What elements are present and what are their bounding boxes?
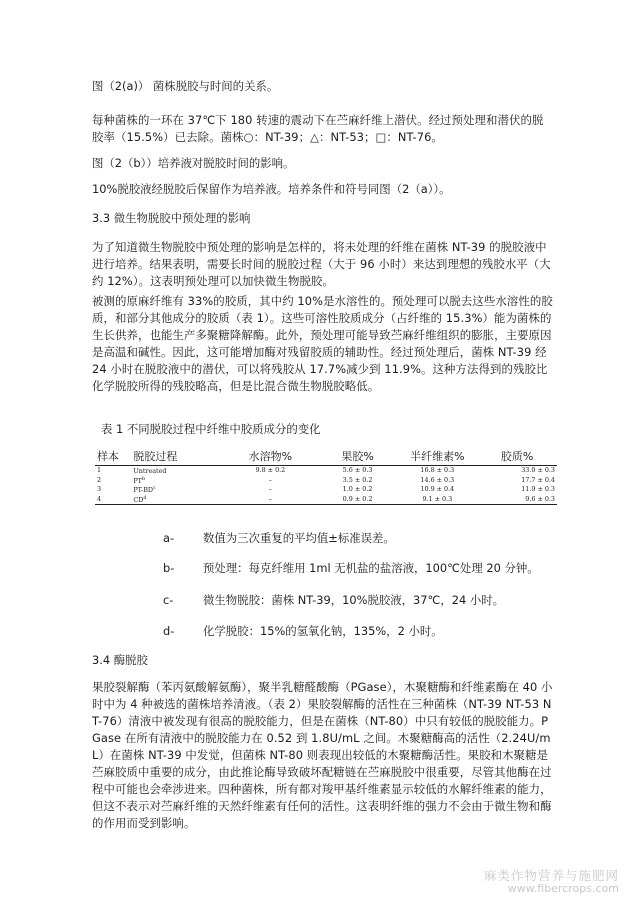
- section-3-4-paragraph: 果胶裂解酶（苯丙氨酸解氨酶），聚半乳糖醛酸酶（PGase），木聚糖酶和纤维素酶在 40 小时中为 4 种被选的菌株培养清液。（表 2）果胶裂解酶的活性在三种菌株（NT-39 NT-53 NT-76）清液中被发现有很高的脱胶能力，但是在菌株（NT-80）中只有较低的脱胶能力。PGase 在所有清液中的脱胶能力在 0.52 到 1.8U/mL 之间。木聚糖酶高的活性（2.24U/mL）在菌株 NT-39 中发觉，但菌株 NT-80 则表现出较低的木聚糖酶活性。果胶和木聚糖是苎麻胶质中重要的成分，由此推论酶导致破坏配糖链在苎麻脱胶中很重要，尽管其他酶在过程中可能也会牵涉进来。四种菌株，所有都对羧甲基纤维素显示较低的水解纤维素的能力，但这不表示对苎麻纤维的天然纤维素有任何的活性。这表明纤维的强力不会由于微生物和酶的作用而受到影响。: [92, 680, 553, 830]
- figure-2a-description: 每种菌株的一环在 37℃下 180 转速的震动下在苎麻纤维上潜伏。经过预处理和潜伏的脱胶率（15.5%）已去除。菌株○：NT-39；△：NT-53；□：NT-76。: [92, 113, 544, 144]
- figure-2a-caption: 图（2(a)） 菌株脱胶与时间的关系。: [92, 79, 279, 93]
- cell-sample-no: 1: [97, 466, 102, 475]
- cell-hemicellulose: 16.8 ± 0.3: [420, 466, 455, 475]
- cell-gum: 17.7 ± 0.4: [521, 475, 555, 484]
- watermark-url: www.fibercrops.com: [507, 882, 619, 895]
- header-water-soluble: 水溶物%: [223, 447, 318, 466]
- cell-process: $PT^b$: [133, 475, 146, 485]
- section-3-4-heading: 3.4 酶脱胶: [92, 653, 148, 667]
- cell-sample-no: 4: [95, 495, 131, 505]
- table-note-a: a- 数值为三次重复的平均值±标准误差。: [163, 531, 395, 545]
- cell-pectin: 1.0 ± 0.2: [342, 485, 373, 494]
- cell-water-soluble: –: [223, 495, 318, 505]
- cell-sample-no: 3: [97, 485, 102, 494]
- section-3-3-paragraph-2: 被测的原麻纤维有 33%的胶质，其中约 10%是水溶性的。预处理可以脱去这些水溶性的胶质，和部分其他成分的胶质（表 1）。这些可溶性胶质成分（占纤维的 15.3%）能为菌株的生长供养，也能生产多聚糖降解酶。此外，预处理可能导致苎麻纤维组织的膨胀，主要原因是高温和碱性。因此，这可能增加酶对残留胶质的辅助性。经过预处理后，菌株 NT-39 经 24 小时在脱胶液中的潜伏，可以将残胶从 17.7%减少到 11.9%。这种方法得到的残胶比化学脱胶所得的残胶略高，但是比混合微生物脱胶略低。: [92, 294, 553, 393]
- cell-water-soluble: –: [268, 485, 272, 494]
- table-row: [95, 495, 557, 505]
- header-pectin: 果胶%: [318, 447, 398, 466]
- site-watermark: [484, 869, 619, 895]
- cell-pectin: 5.6 ± 0.3: [342, 466, 373, 475]
- header-gum: 胶质%: [477, 447, 557, 466]
- cell-gum: 9.6 ± 0.3: [477, 495, 557, 505]
- section-3-3-heading: 3.3 微生物脱胶中预处理的影响: [92, 211, 251, 225]
- cell-process: Untreated: [133, 467, 167, 476]
- section-3-3-paragraph-1: 为了知道微生物脱胶中预处理的影响是怎样的，将未处理的纤维在菌株 NT-39 的脱胶液中进行培养。结果表明，需要长时间的脱胶过程（大于 96 小时）来达到理想的残胶水平（大约 12%）。这表明预处理可以加快微生物脱胶。: [92, 240, 551, 288]
- table-note-b: b- 预处理：每克纤维用 1ml 无机盐的盐溶液，100℃处理 20 分钟。: [163, 561, 539, 575]
- watermark-site-name: 麻类作物营养与施肥网: [483, 868, 619, 883]
- table-row: [95, 476, 557, 486]
- cell-hemicellulose: 9.1 ± 0.3: [397, 495, 477, 505]
- table-note-d: d- 化学脱胶：15%的氢氧化钠，135%，2 小时。: [163, 624, 443, 638]
- cell-process: $CD^d$: [131, 495, 223, 505]
- table-header-row: [95, 447, 557, 466]
- cell-water-soluble: –: [268, 475, 272, 484]
- cell-process: $PT-BD^c$: [133, 485, 156, 495]
- figure-2b-caption: 图（2（b））培养液对脱胶时间的影响。: [92, 156, 295, 170]
- header-process: 脱胶过程: [131, 447, 223, 466]
- cell-water-soluble: 9.8 ± 0.2: [255, 466, 286, 475]
- table-row: [95, 485, 557, 495]
- cell-pectin: 3.5 ± 0.2: [342, 475, 373, 484]
- table-note-c: c- 微生物脱胶：菌株 NT-39，10%脱胶液，37℃，24 小时。: [163, 593, 505, 607]
- cell-gum: 11.9 ± 0.3: [521, 485, 555, 494]
- cell-hemicellulose: 10.9 ± 0.4: [420, 485, 455, 494]
- cell-hemicellulose: 14.6 ± 0.3: [420, 475, 455, 484]
- cell-gum: 33.0 ± 0.3: [521, 466, 555, 475]
- gum-composition-table: [95, 447, 557, 505]
- header-sample: 样本: [95, 447, 131, 466]
- cell-pectin: 0.9 ± 0.2: [318, 495, 398, 505]
- cell-sample-no: 2: [97, 475, 102, 484]
- table-row: [95, 466, 557, 476]
- header-hemicellulose: 半纤维素%: [397, 447, 477, 466]
- figure-2b-description: 10%脱胶液经脱胶后保留作为培养液。培养条件和符号同图（2（a））。: [92, 182, 451, 196]
- table-1-caption: 表 1 不同脱胶过程中纤维中胶质成分的变化: [101, 422, 321, 436]
